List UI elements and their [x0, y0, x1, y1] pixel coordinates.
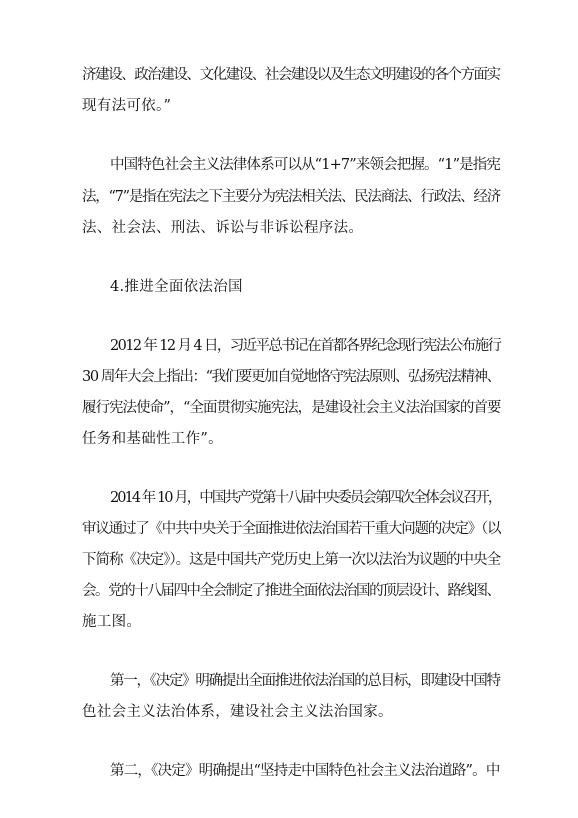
text-line: 履行宪法使命”，“全面贯彻实施宪法，是建设社会主义法治国家的首要	[82, 400, 501, 416]
text-line: 会。党的十八届四中全会制定了推进全面依法治国的顶层设计、路线图、	[82, 583, 500, 599]
text-line: 第一，《决定》明确提出全面推进依法治国的总目标，即建设中国特	[110, 673, 500, 689]
text-line: 中国特色社会主义法律体系可以从“1+7”来领会把握。“1”是指宪	[110, 157, 501, 173]
text-line: 济建设、政治建设、文化建设、社会建设以及生态文明建设的各个方面实	[82, 67, 500, 83]
text-line: 现有法可依。”	[82, 98, 172, 114]
text-line: 2014 年 10 月，中国共产党第十八届中央委员会第四次全体会议召开，	[110, 490, 501, 506]
text-line: 法，“7”是指在宪法之下主要分为宪法相关法、民法商法、行政法、经济	[82, 189, 500, 205]
text-line: 2012 年 12 月 4 日，习近平总书记在首都各界纪念现行宪法公布施行	[110, 338, 501, 354]
text-line: 第二，《决定》明确提出“坚持走中国特色社会主义法治道路”。中	[110, 763, 500, 779]
text-line: 审议通过了《中共中央关于全面推进依法治国若干重大问题的决定》（以	[82, 521, 501, 537]
text-line: 法、社会法、刑法、诉讼与非诉讼程序法。	[82, 220, 364, 236]
text-line: 下简称《决定》）。这是中国共产党历史上第一次以法治为议题的中央全	[82, 552, 501, 568]
heading-line: 4.推进全面依法治国	[110, 279, 243, 295]
text-line: 任务和基础性工作”。	[82, 431, 223, 447]
text-line: 色社会主义法治体系，建设社会主义法治国家。	[82, 704, 393, 720]
text-line: 施工图。	[82, 614, 142, 630]
text-line: 30 周年大会上指出：“我们要更加自觉地恪守宪法原则、弘扬宪法精神、	[82, 369, 500, 385]
